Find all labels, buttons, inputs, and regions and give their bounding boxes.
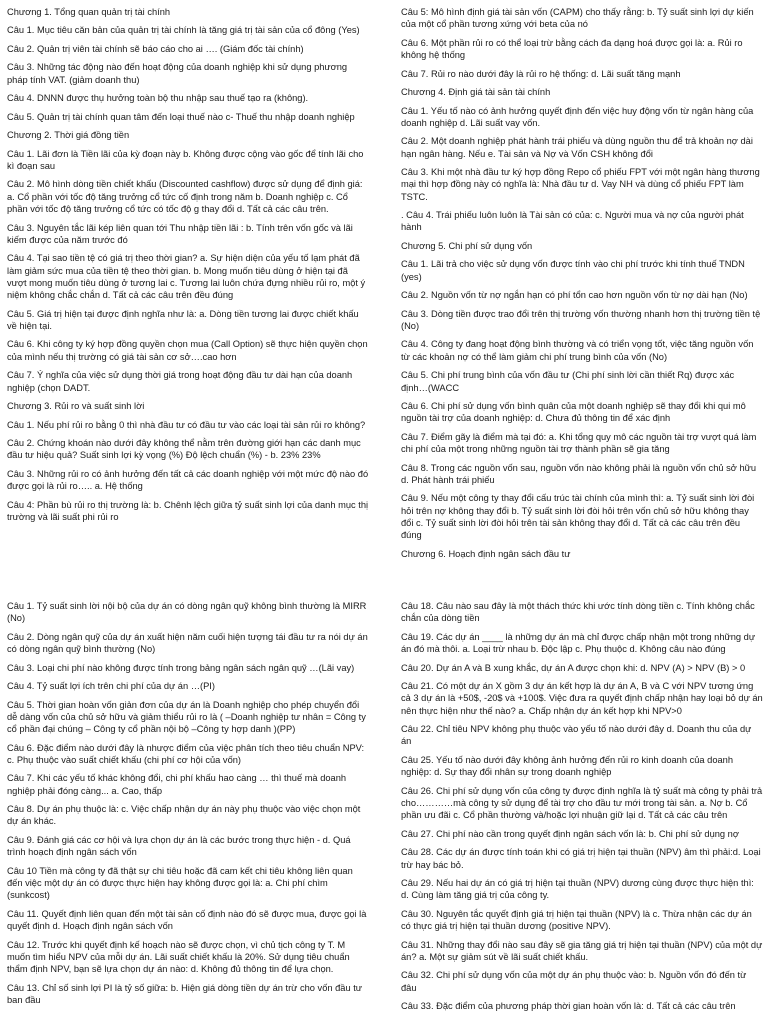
question-paragraph: Câu 5. Thời gian hoàn vốn giản đơn của dự án là Doanh nghiệp cho phép chuyển đổi dễ dàng vốn của chủ sở hữu và giảm thiểu rủi ro là ( –Doanh nghiệp tư nhân = Công ty cổ phần đại chúng – Công ty cổ phần nội bộ –Công ty hợp danh )(PP) bbox=[7, 699, 366, 735]
question-paragraph: Câu 1. Lãi trả cho việc sử dụng vốn được tính vào chi phí trước khi tính thuế TNDN (yes) bbox=[401, 259, 745, 282]
question-paragraph: Câu 1. Nếu phí rủi ro bằng 0 thì nhà đầu tư có đầu tư vào các loại tài sản rủi ro không? bbox=[7, 419, 366, 430]
question-paragraph: Câu 9. Nếu một công ty thay đổi cấu trúc tài chính của mình thì: a. Tỷ suất sinh lời đòi hỏi trên nợ không thay đổi b. Tỷ suất sinh lời đòi hỏi trên vốn chủ sở hữu không thay đổi c. Tỷ suất sinh lời đòi hỏi trên tài sản không thay đổi d. Tất cả các câu trên đều đúng bbox=[401, 493, 755, 541]
question-paragraph: Câu 3. Những tác động nào đến hoạt động của doanh nghiệp khi sử dụng phương pháp tính VAT. (giảm doanh thu) bbox=[7, 62, 348, 85]
question-paragraph: Câu 18. Câu nào sau đây là một thách thức khi ước tính dòng tiền c. Tính không chắc chắn của dòng tiền bbox=[401, 601, 755, 624]
question-paragraph: Câu 6. Chi phí sử dụng vốn bình quân của một doanh nghiệp sẽ thay đổi khi qui mô nguồn tài trợ của doanh nghiệp: d. Chưa đủ thông tin để xác định bbox=[401, 401, 746, 424]
question-paragraph: Câu 1. Tỷ suất sinh lời nội bộ của dự án có dòng ngân quỹ không bình thường là MIRR (No) bbox=[7, 601, 367, 624]
question-paragraph: Câu 4. Tại sao tiền tệ có giá trị theo thời gian? a. Sự hiện diện của yếu tố lạm phát đã làm giảm sức mua của tiền tệ theo thời gian. b. Mong muốn tiêu dùng ở hiện tại đã vượt mong muốn tiêu dùng ở tương lai c. Tương lai luôn chứa đựng nhiều rủi ro, một ý niệm không chắc chắn d. Tất cả các câu trên đều đúng bbox=[7, 253, 366, 301]
question-paragraph: Câu 7. Ý nghĩa của việc sử dụng thời giá trong hoạt động đầu tư dài hạn của doanh nghiệp (chọn DADT. bbox=[7, 370, 353, 393]
question-paragraph: Câu 31. Những thay đổi nào sau đây sẽ gia tăng giá trị hiện tại thuần (NPV) của một dự án? a. Một sự giảm sút về lãi suất chiết khấu. bbox=[401, 939, 763, 962]
column-bottom-right bbox=[401, 600, 763, 1024]
question-paragraph: Câu 1. Yếu tố nào có ảnh hưởng quyết định đến việc huy động vốn từ ngân hàng của doanh nghiệp d. Lãi suất vay vốn. bbox=[401, 105, 754, 128]
question-paragraph: Câu 3. Nguyên tắc lãi kép liên quan tới Thu nhập tiền lãi : b. Tính trên vốn gốc và lãi kiếm được của năm trước đó bbox=[7, 222, 353, 245]
question-paragraph: Câu 12. Trước khi quyết định kế hoạch nào sẽ được chọn, vì chủ tịch công ty T. M muốn tìm hiểu NPV của mỗi dự án. Lãi suất chiết khấu là 20%. Sử dụng tiêu chuẩn thẩm định NPV, bạn sẽ lựa chọn dự án nào: d. Không đủ thông tin để lựa chọn. bbox=[7, 939, 350, 975]
question-paragraph: Câu 6. Đặc điểm nào dưới đây là nhược điểm của việc phân tích theo tiêu chuẩn NPV: c. Phụ thuộc vào suất chiết khấu (chi phí cơ hội của vốn) bbox=[7, 742, 365, 765]
question-paragraph: Câu 19. Các dự án ____ là những dự án mà chỉ được chấp nhận một trong những dự án đó mà thôi. a. Loại trừ nhau b. Độc lập c. Phụ thuộc d. Không câu nào đúng bbox=[401, 631, 756, 655]
question-paragraph: Câu 7. Khi các yếu tố khác không đổi, chi phí khấu hao càng … thì thuế mà doanh nghiệp phải đóng càng... a. Cao, thấp bbox=[7, 773, 347, 796]
chapter-heading: Chương 2. Thời giá đồng tiền bbox=[7, 130, 130, 141]
question-paragraph: Câu 5: Mô hình định giá tài sản vốn (CAPM) cho thấy rằng: b. Tỷ suất sinh lợi dự kiến của một cổ phần tương xứng với beta của nó bbox=[401, 7, 754, 30]
question-paragraph: Câu 13. Chỉ số sinh lợi PI là tỷ số giữa: b. Hiện giá dòng tiền dự án trừ cho vốn đầu tư ban đầu bbox=[7, 982, 363, 1005]
question-paragraph: Câu 3. Khi một nhà đầu tư ký hợp đồng Repo cổ phiếu FPT với một ngân hàng thương mại thì hợp đồng này có nghĩa là: Nhà đầu tư d. Vay NH và dùng cổ phiếu FPT làm TSTC. bbox=[401, 167, 760, 202]
question-paragraph: Câu 4. Tỷ suất lợi ích trên chi phí của dự án …(PI) bbox=[7, 681, 215, 692]
chapter-heading: Chương 3. Rủi ro và suất sinh lời bbox=[7, 401, 145, 412]
question-paragraph: Câu 5. Giá trị hiện tại được định nghĩa như là: a. Dòng tiền tương lai được chiết khấu về hiện tại. bbox=[7, 308, 359, 331]
chapter-heading: Chương 6. Hoạch định ngân sách đầu tư bbox=[401, 548, 571, 559]
chapter-heading: Chương 1. Tổng quan quản trị tài chính bbox=[7, 7, 171, 17]
question-paragraph: Câu 3. Những rủi ro có ảnh hưởng đến tất cả các doanh nghiệp với một mức độ nào đó được gọi là rủi ro….. a. Hệ thống bbox=[7, 468, 369, 492]
question-paragraph: . Câu 4. Trái phiếu luôn luôn là Tài sản có của: c. Người mua và nợ của người phát hành bbox=[401, 210, 744, 233]
question-paragraph: Câu 4: Phần bù rủi ro thị trường là: b. Chênh lệch giữa tỷ suất sinh lợi của danh mục thị trường và lãi suất phi rủi ro bbox=[7, 499, 369, 522]
question-paragraph: Câu 4. DNNN được thụ hưởng toàn bộ thu nhập sau thuế tạo ra (không). bbox=[7, 93, 309, 104]
question-paragraph: Câu 2. Mô hình dòng tiền chiết khấu (Discounted cashflow) được sử dụng để định giá: a. Cổ phần với tốc độ tăng trưởng cổ tức cố định trong năm b. Doanh nghiệp c. Cổ phần với tốc độ tăng trưởng cổ tức có tốc độ g thay đổi d. Tất cả các câu trên. bbox=[7, 179, 363, 215]
question-paragraph: Câu 1. Mục tiêu căn bản của quản trị tài chính là tăng giá trị tài sản của cổ đông (Yes) bbox=[7, 25, 360, 36]
question-paragraph: Câu 32. Chi phí sử dụng vốn của một dự án phụ thuộc vào: b. Nguồn vốn đó đến từ đâu bbox=[401, 970, 747, 993]
question-paragraph: Câu 33. Đặc điểm của phương pháp thời gian hoàn vốn là: d. Tất cả các câu trên bbox=[401, 1001, 736, 1012]
question-paragraph: Câu 9. Đánh giá các cơ hội và lựa chọn dự án là các bước trong thực hiện - d. Quá trình hoạch định ngân sách vốn bbox=[7, 834, 351, 858]
question-paragraph: Câu 2. Chứng khoán nào dưới đây không thể nằm trên đường giới hạn các danh mục đầu tư hiệu quả? Suất sinh lợi kỳ vọng (%) Độ lệch chuẩn (%) - b. 23% 23% bbox=[7, 438, 361, 461]
question-paragraph: Câu 5. Chi phí trung bình của vốn đầu tư (Chi phí sinh lời cần thiết Rq) được xác định…(WACC bbox=[401, 370, 735, 393]
question-paragraph: Câu 8. Dự án phụ thuộc là: c. Việc chấp nhận dự án này phụ thuộc vào việc chọn một dự án khác. bbox=[7, 804, 361, 827]
question-paragraph: Câu 28. Các dự án được tính toán khi có giá trị hiện tại thuần (NPV) âm thì phải:d. Loại trừ hay bác bỏ. bbox=[401, 847, 761, 870]
question-paragraph: Câu 7. Điểm gãy là điểm mà tại đó: a. Khi tổng quy mô các nguồn tài trợ vượt quá làm chi phí của một trong những nguồn tài trợ thành phần sẽ gia tăng bbox=[401, 431, 757, 455]
question-paragraph: Câu 1. Lãi đơn là Tiền lãi của kỳ đoạn này b. Không được cộng vào gốc để tính lãi cho kì đoạn sau bbox=[7, 148, 364, 171]
chapter-heading: Chương 4. Định giá tài sản tài chính bbox=[401, 87, 551, 98]
question-paragraph: Câu 6. Khi công ty ký hợp đồng quyền chọn mua (Call Option) sẽ thực hiện quyền chọn của mình nếu thị trường có giá tài sản cơ sở….cao hơn bbox=[7, 339, 368, 362]
question-paragraph: Câu 20. Dự án A và B xung khắc, dự án A được chọn khi: d. NPV (A) > NPV (B) > 0 bbox=[401, 662, 746, 673]
question-paragraph: Câu 10 Tiền mà công ty đã thật sự chi tiêu hoặc đã cam kết chi tiêu không liên quan đến việc một dự án có được thực hiện hay không được gọi là: a. Chi phí chìm (sunkcost) bbox=[7, 865, 353, 901]
question-paragraph: Câu 29. Nếu hai dự án có giá trị hiện tại thuần (NPV) dương cùng được thực hiện thì: d. Cùng làm tăng giá trị của công ty. bbox=[401, 878, 754, 901]
question-paragraph: Câu 2. Quản trị viên tài chính sẽ báo cáo cho ai …. (Giám đốc tài chính) bbox=[7, 43, 304, 54]
question-paragraph: Câu 5. Quản trị tài chính quan tâm đến loại thuế nào c- Thuế thu nhập doanh nghiệp bbox=[7, 111, 355, 122]
question-paragraph: Câu 8. Trong các nguồn vốn sau, nguồn vốn nào không phải là nguồn vốn chủ sở hữu d. Phát hành trái phiếu bbox=[401, 462, 757, 485]
question-paragraph: Câu 21. Có một dự án X gồm 3 dự án kết hợp là dự án A, B và C với NPV tương ứng cả 3 dự án là +50$, -20$ và +100$. Việc đưa ra quyết định chấp nhận hay loại bỏ dự án nên thực hiện như thế nào? a. Chấp nhận dự án kết hợp khi NPV>0 bbox=[401, 681, 763, 716]
question-paragraph: Câu 30. Nguyên tắc quyết định giá trị hiện tại thuần (NPV) là c. Thừa nhận các dự án có thực giá trị hiện tại thuần dương (positive NPV). bbox=[401, 908, 752, 932]
question-paragraph: Câu 27. Chi phí nào cần trong quyết định ngân sách vốn là: b. Chi phí sử dụng nợ bbox=[401, 828, 739, 839]
column-top-left bbox=[7, 6, 369, 586]
column-bottom-left bbox=[7, 600, 369, 1024]
question-paragraph: Câu 3. Dòng tiền được trao đổi trên thị trường vốn thường nhanh hơn thị trường tiền tệ (No) bbox=[401, 308, 761, 331]
question-paragraph: Câu 3. Loại chi phí nào không được tính trong bảng ngân sách ngân quỹ …(Lãi vay) bbox=[7, 662, 355, 673]
chapter-heading: Chương 5. Chi phí sử dụng vốn bbox=[401, 240, 533, 251]
question-paragraph: Câu 26. Chi phí sử dụng vốn của công ty được định nghĩa là tỷ suất mà công ty phải trả cho…………mà công ty sử dụng để tài trợ cho đầu tư mới trong tài sản. a. Nợ b. Cổ phần ưu đãi c. Cổ phần thường và/hoặc lợi nhuận giữ lại d. Tất cả các câu trên bbox=[401, 785, 763, 821]
question-paragraph: Câu 4. Công ty đang hoạt động bình thường và có triển vọng tốt, việc tăng nguồn vốn từ các khoản nợ có thể làm giảm chi phí trung bình của vốn (No) bbox=[401, 339, 754, 362]
question-paragraph: Câu 2. Dòng ngân quỹ của dự án xuất hiện năm cuối hiện tượng tái đầu tư ra nói dự án có dòng ngân quỹ bình thường (No) bbox=[7, 631, 368, 655]
question-paragraph: Câu 22. Chỉ tiêu NPV không phụ thuộc vào yếu tố nào dưới đây d. Doanh thu của dự án bbox=[401, 724, 752, 747]
question-paragraph: Câu 7. Rủi ro nào dưới đây là rủi ro hệ thống: d. Lãi suất tăng mạnh bbox=[401, 68, 681, 79]
question-paragraph: Câu 2. Một doanh nghiệp phát hành trái phiếu và dùng nguồn thu để trả khoản nợ dài hạn ngân hàng. Nếu e. Tài sản và Nợ và Vốn CSH không đổi bbox=[401, 136, 753, 159]
column-top-right bbox=[401, 6, 763, 586]
question-paragraph: Câu 11. Quyết định liên quan đến một tài sản cố định nào đó sẽ được mua, được gọi là quyết định d. Hoạch định ngân sách vốn bbox=[7, 908, 367, 932]
question-paragraph: Câu 25. Yếu tố nào dưới đây không ảnh hưởng đến rủi ro kinh doanh của doanh nghiệp: d. Sự thay đổi nhân sự trong doanh nghiệp bbox=[401, 754, 734, 778]
question-paragraph: Câu 6. Một phần rủi ro có thể loại trừ bằng cách đa dạng hoá được gọi là: a. Rủi ro không hệ thống bbox=[401, 37, 743, 61]
question-paragraph: Câu 2. Nguồn vốn từ nợ ngắn hạn có phí tổn cao hơn nguồn vốn từ nợ dài hạn (No) bbox=[401, 290, 748, 301]
